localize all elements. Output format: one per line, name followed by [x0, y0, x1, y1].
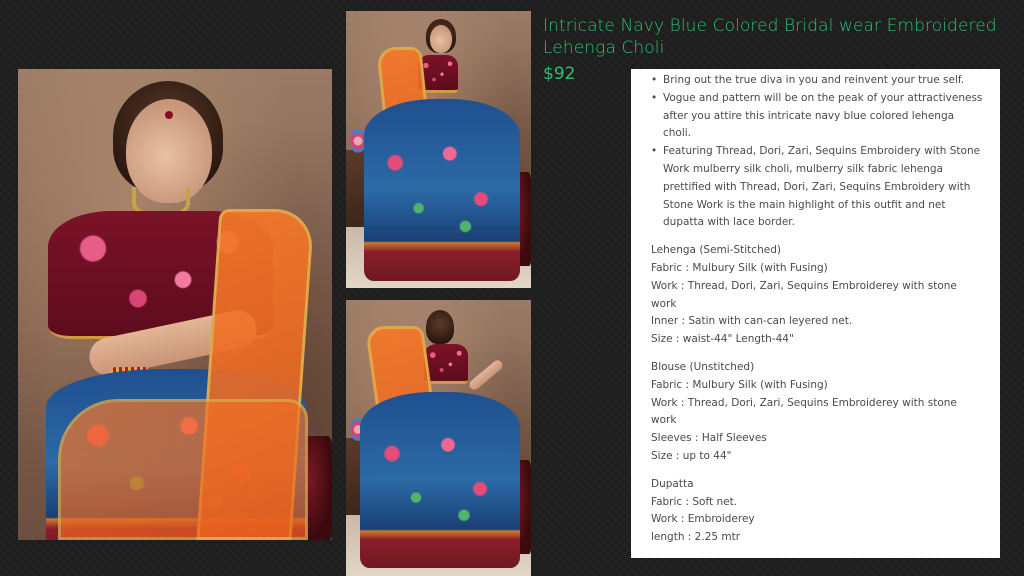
dupatta-specs [651, 476, 984, 547]
dupatta-fabric: Fabric : Soft net. [651, 495, 738, 508]
dupatta-heading: Dupatta [651, 477, 694, 490]
dupatta-work: Work : Embroiderey [651, 513, 755, 526]
lehenga-fabric: Fabric : Mulbury Silk (with Fusing) [651, 261, 828, 274]
lehenga-size: Size : waist-44" Length-44" [651, 333, 794, 346]
model-figure [18, 69, 332, 540]
model-figure [346, 11, 531, 288]
blouse-work: Work : Thread, Dori, Zari, Sequins Embroiderey with stone work [651, 396, 957, 427]
blouse-size: Size : up to 44" [651, 449, 732, 462]
product-photo-back[interactable] [346, 300, 531, 576]
blouse-specs [651, 359, 984, 466]
blouse-sleeves: Sleeves : Half Sleeves [651, 432, 767, 445]
product-photo-front[interactable] [346, 11, 531, 288]
feature-bullet: • Bring out the true diva in you and reinvent your true self. [651, 72, 984, 90]
dupatta-length: length : 2.25 mtr [651, 531, 741, 544]
lehenga-heading: Lehenga (Semi-Stitched) [651, 244, 781, 257]
blouse-heading: Blouse (Unstitched) [651, 360, 755, 373]
product-photo-main[interactable] [18, 69, 332, 540]
blouse-fabric: Fabric : Mulbury Silk (with Fusing) [651, 378, 828, 391]
feature-bullet: • Featuring Thread, Dori, Zari, Sequins Embroidery with Stone Work mulberry silk choli, mulberry silk fabric lehenga prettified with Thread, Dori, Zari, Sequins Embroidery with Stone Work is the main highlight of this outfit and net dupatta with lace border. [651, 143, 984, 232]
feature-bullet: • Vogue and pattern will be on the peak of your attractiveness after you attire this intricate navy blue colored lehenga choli. [651, 90, 984, 143]
product-price: $92 [543, 64, 576, 84]
lehenga-work: Work : Thread, Dori, Zari, Sequins Embroiderey with stone work [651, 279, 957, 310]
model-figure [346, 300, 531, 576]
lehenga-inner: Inner : Satin with can-can leyered net. [651, 315, 853, 328]
product-description-panel [631, 69, 1000, 558]
product-title: Intricate Navy Blue Colored Bridal wear Embroidered Lehenga Choli [543, 16, 997, 58]
lehenga-specs [651, 242, 984, 349]
feature-list [651, 72, 984, 232]
